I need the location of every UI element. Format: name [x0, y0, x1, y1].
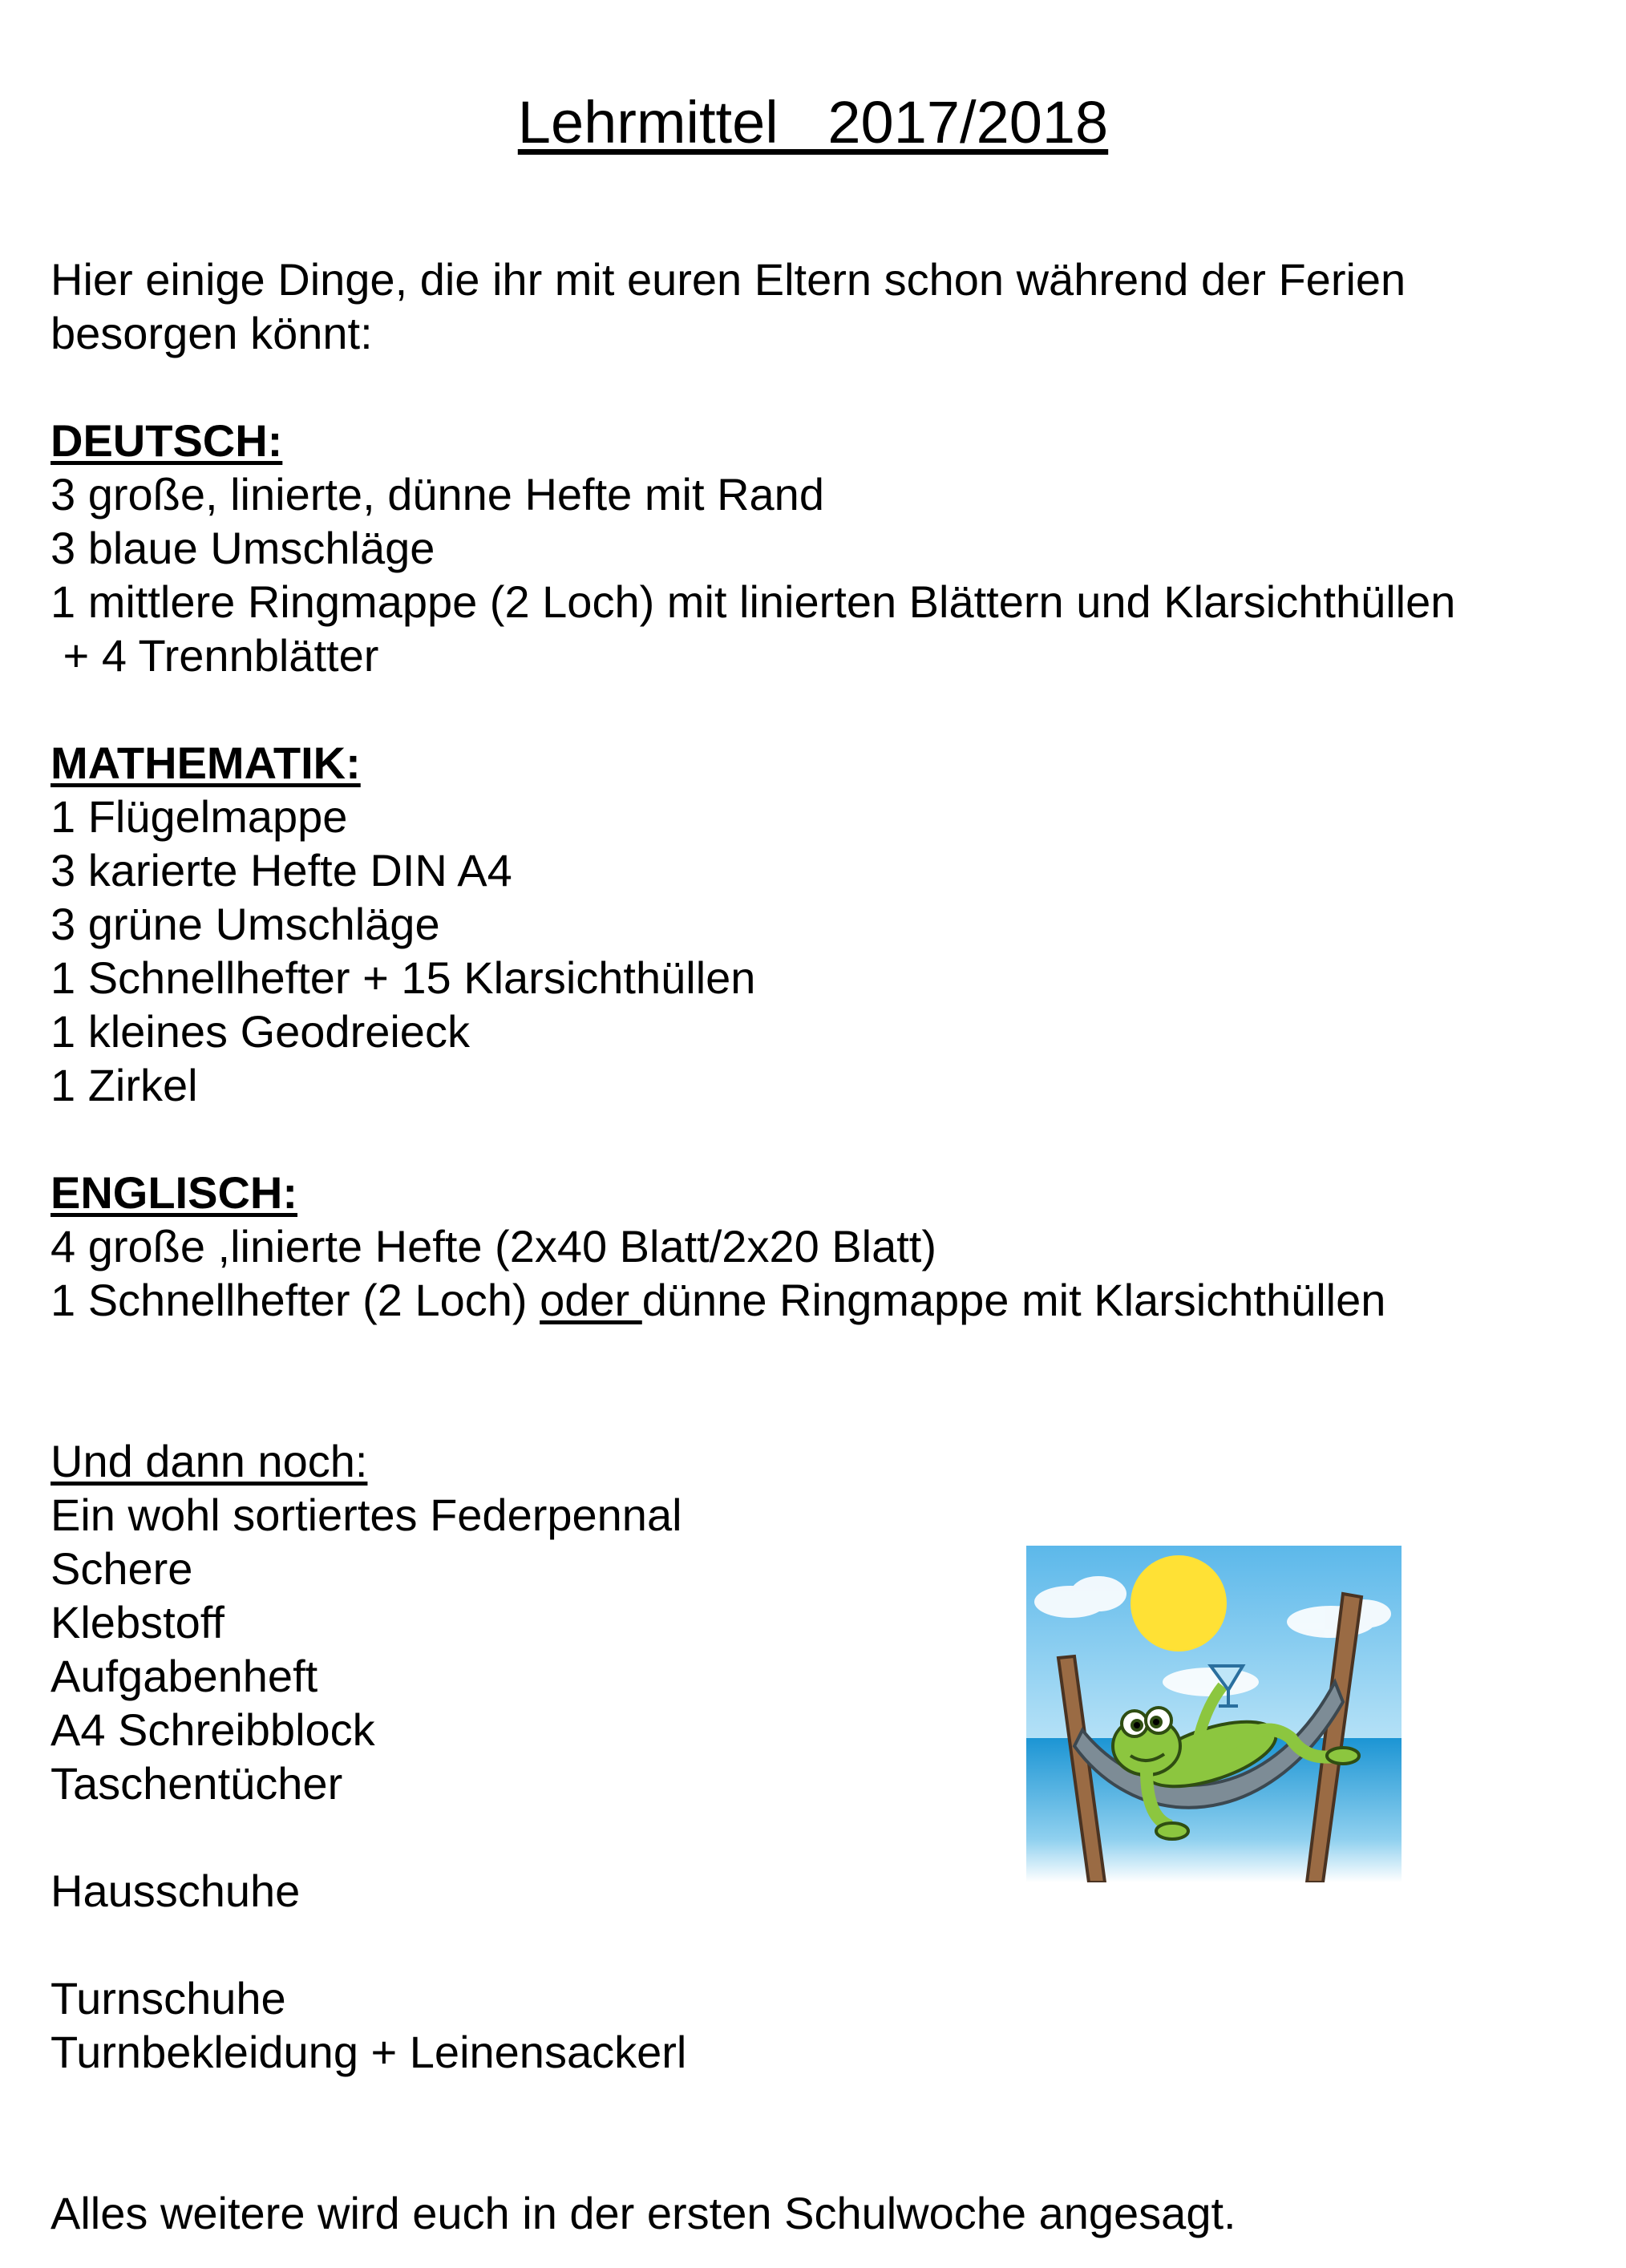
sun	[1131, 1555, 1227, 1651]
list-item: 1 kleines Geodreieck	[51, 1006, 470, 1057]
list-item: Ein wohl sortiertes Federpennal	[51, 1490, 682, 1540]
list-item: 3 grüne Umschläge	[51, 899, 440, 949]
list-item: + 4 Trennblätter	[51, 630, 379, 681]
frog-in-hammock-icon	[1026, 1546, 1402, 1882]
list-item: 1 Zirkel	[51, 1060, 198, 1110]
list-item: Aufgabenheft	[51, 1651, 318, 1701]
list-item-text: 1 Schnellhefter (2 Loch)	[51, 1275, 540, 1325]
list-item: A4 Schreibblock	[51, 1704, 375, 1755]
list-item: 4 große ,linierte Hefte (2x40 Blatt/2x20 Blatt)	[51, 1221, 936, 1271]
section-heading-deutsch: DEUTSCH:	[51, 415, 283, 466]
list-item: 1 Schnellhefter + 15 Klarsichthüllen	[51, 952, 756, 1003]
list-item: 1 Flügelmappe	[51, 791, 348, 842]
list-item: Klebstoff	[51, 1597, 224, 1647]
list-item: Taschentücher	[51, 1758, 343, 1809]
list-item-text: dünne Ringmappe mit Klarsichthüllen	[641, 1275, 1386, 1325]
intro-line-1: Hier einige Dinge, die ihr mit euren Eltern schon während der Ferien	[51, 254, 1406, 305]
list-item: Turnschuhe	[51, 1973, 286, 2023]
list-item: Hausschuhe	[51, 1866, 301, 1916]
list-item: Turnbekleidung + Leinensackerl	[51, 2027, 687, 2077]
footer-note: Alles weitere wird euch in der ersten Schulwoche angesagt.	[51, 2188, 1236, 2238]
list-item: 3 blaue Umschläge	[51, 523, 435, 573]
emphasis-oder: oder	[540, 1275, 642, 1325]
page-title: Lehrmittel 2017/2018	[517, 89, 1109, 156]
list-item	[51, 1274, 1385, 1327]
list-item: 1 mittlere Ringmappe (2 Loch) mit linierten Blättern und Klarsichthüllen	[51, 576, 1456, 627]
section-heading-mathematik: MATHEMATIK:	[51, 738, 361, 788]
list-item: 3 karierte Hefte DIN A4	[51, 845, 512, 895]
intro-line-2: besorgen könnt:	[51, 308, 373, 358]
section-heading-englisch: ENGLISCH:	[51, 1167, 297, 1218]
list-item: 3 große, linierte, dünne Hefte mit Rand	[51, 469, 824, 519]
section-heading-extras: Und dann noch:	[51, 1436, 368, 1486]
list-item: Schere	[51, 1543, 193, 1594]
